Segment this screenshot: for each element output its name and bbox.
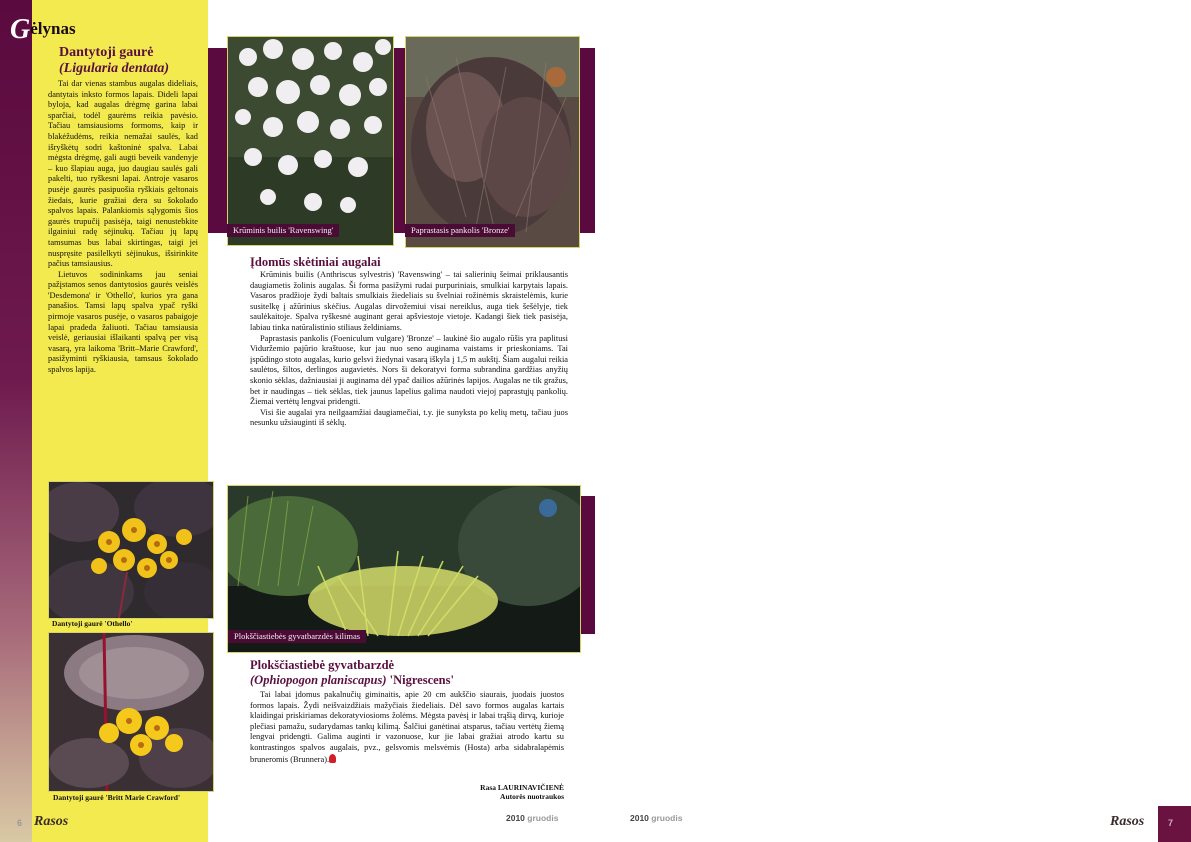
accent-bar-top-right bbox=[579, 48, 595, 233]
footer-date-right bbox=[630, 813, 682, 823]
caption-ophiopogon-carpet: Plokščiastiebės gyvatbarzdės kilimas bbox=[228, 630, 366, 643]
left-article-heading bbox=[59, 45, 169, 77]
left-article-body bbox=[48, 79, 198, 376]
left-article-title: Dantytoji gaurė bbox=[59, 45, 154, 60]
page-number-left: 6 bbox=[17, 818, 23, 828]
page-number-right-box bbox=[1158, 806, 1191, 842]
left-paragraph-2: Lietuvos sodininkams jau seniai pažįstamos senos dantytosios gaurės veislės 'Desdemona' ir 'Othello', kurios yra gana panašios. Tamsi lapų spalva ypač ryški pirmoje vasaros pusėje, o vasaros pabaigoje lapai pradeda žaliuoti. Tačiau tamsiausia veislė, geriausiai išlaikanti spalvą per visą vasarą, yra laikoma 'Britt–Marie Crawford', pasižyminti ryškiausia, tamsaus šokolado spalvos lapija. bbox=[48, 269, 198, 375]
footer-year-right: 2010 bbox=[630, 813, 649, 823]
caption-ravenswing: Krūminis builis 'Ravenswing' bbox=[227, 224, 339, 237]
author-credit: Autorės nuotraukos bbox=[500, 792, 564, 801]
section-title-rest: ėlynas bbox=[30, 19, 76, 38]
bottom-article-title: Plokščiastiebė gyvatbarzdė bbox=[250, 658, 395, 672]
photo-bronze-fennel bbox=[405, 36, 580, 248]
bottom-article-body bbox=[250, 690, 564, 765]
accent-bar-bottom-right bbox=[579, 496, 595, 634]
photo-ophiopogon-carpet bbox=[227, 485, 581, 653]
bottom-article-heading bbox=[250, 658, 454, 688]
footer-month-left: gruodis bbox=[527, 813, 559, 823]
author-block bbox=[400, 783, 564, 801]
bottom-article-latin: (Ophiopogon planiscapus) bbox=[250, 673, 387, 687]
bottom-article-cultivar: 'Nigrescens' bbox=[389, 673, 454, 687]
photo-othello bbox=[48, 481, 214, 619]
caption-bronze-fennel: Paprastasis pankolis 'Bronze' bbox=[405, 224, 515, 237]
caption-othello: Dantytoji gaurė 'Othello' bbox=[52, 619, 133, 628]
section-initial: G bbox=[10, 14, 31, 45]
footer-year-left: 2010 bbox=[506, 813, 525, 823]
footer-date-left bbox=[506, 813, 558, 823]
author-name: Rasa LAURINAVIČIENĖ bbox=[480, 783, 564, 792]
middle-paragraph-1: Krūminis builis (Anthriscus sylvestris) 'Ravenswing' – tai salierinių šeimai priklausantis daugiametis žolinis augalas. Ši forma pasižymi rudai purpuriniais, smulkiai karpytais lapais. Vasaros pradžioje žydi baltais smulkiais žiedeliais su švelniai rožinėmis skraistelėmis, kurie susitelkę į ažūrinius skėčius. Augalas dirvožemiui visai nereiklus, auga tiek šešėlyje, tiek saulėkaitoje. Spalva ryškesnė auginant gerai apšviestoje vietoje. Kadangi šiek tiek pasisėja, labiau tinka natūralistinio stiliaus želdiniams. bbox=[250, 270, 568, 332]
end-mark-icon bbox=[329, 754, 336, 763]
bottom-paragraph: Tai labai įdomus pakalnučių giminaitis, apie 20 cm aukščio siaurais, juodais juostos formos lapais. Žydi neišvaizdžiais mažyčiais žiedeliais. Dėl savo formos augalas kartais klaidingai priskiriamas dekoratyviosioms žolėms. Mėgsta pavėsį ir labai trąšią dirvą, kurioje plečiasi pamažu, sudarydamas tankų kilimą. Šalčiui ganėtinai atsparus, tačiau vertėtų žiemą lengvai pridengti. Galima auginti ir vazonuose, kur jie labai gražiai atrodo kartu su kontrastingos spalvos augalais, pvz., gelsvomis melsvėmis (Hosta) arba sidabralapėmis bruneromis (Brunnera). bbox=[250, 690, 564, 764]
accent-bar-top-middle bbox=[393, 48, 405, 233]
left-paragraph-1: Tai dar vienas stambus augalas dideliais, dantytais inksto formos lapais. Dideli lapai byloja, kad augalas drėgmę garina labai sparčiai, todėl gaurėms reikia pavėsio. Tačiau tamsiausioms formoms, kaip ir blakėžudėms, reikia nemažai saulės, kad išryškėtų sodri kaštoninė spalva. Labai mėgsta drėgmę, gali augti beveik vandenyje – kuo šlapiau auga, juo daugiau saulės gali pakelti, tuo ryškesni lapai. Antroje vasaros pusėje gaurės pasipuošia ryškiais geltonais žiedais, kurie gražiai dera su šokolado spalvos lapais. Palankiomis sąlygomis šios gaurės trupučiį pasisėja, taigi nenustebkite ilgainiui radę sėjinukų. Tačiau jų lapų tamsumas bus labai skirtingas, taigi jei nuspręsite pasilelkyti sėjinukus, išsirinkite pačius tamsiausius. bbox=[48, 79, 198, 269]
caption-britt-marie: Dantytoji gaurė 'Britt Marie Crawford' bbox=[53, 793, 181, 802]
photo-ravenswing bbox=[227, 36, 394, 246]
magazine-logo-right: Rasos bbox=[1110, 814, 1145, 829]
section-title bbox=[10, 14, 76, 46]
footer-month-right: gruodis bbox=[651, 813, 683, 823]
photo-britt-marie bbox=[48, 632, 214, 792]
magazine-logo-left: Rasos bbox=[34, 814, 69, 829]
page-number-right: 7 bbox=[1168, 818, 1174, 828]
left-article-latin: (Ligularia dentata) bbox=[59, 61, 170, 76]
middle-article-title: Įdomūs skėtiniai augalai bbox=[250, 255, 381, 269]
middle-article-body bbox=[250, 270, 568, 429]
middle-paragraph-3: Visi šie augalai yra neilgaamžiai daugiamečiai, t.y. jie sunyksta po kelių metų, tačiau juos nesunku užsiauginti iš sėklų. bbox=[250, 407, 568, 428]
left-edge-gradient bbox=[0, 0, 32, 842]
middle-paragraph-2: Paprastasis pankolis (Foeniculum vulgare) 'Bronze' – laukinė šio augalo rūšis yra paplitusi Viduržemio pajūrio kraštuose, kur jau nuo seno auginama vaistams ir prieskoniams. Tai įspūdingo stoto augalas, kurio gelsvi žiedynai vasarą iškyla į 1,5 m aukštį. Šiam augalui reikia saulėtos, šiltos, derlingos augavietės. Nors ši dekoratyvi forma subrandina gardžias anyžių skonio sėklas, dažniausiai ji auginama dėl ypač dailios ažūrinės lapijos. Augalas ne tik gražus, bet ir naudingas – tiek sėklas, tiek jaunus lapelius galima naudoti viejoj paprastųjų pankolių. Žiemai vertėtų lengvai pridengti. bbox=[250, 333, 568, 407]
accent-bar-top-left bbox=[208, 48, 228, 233]
